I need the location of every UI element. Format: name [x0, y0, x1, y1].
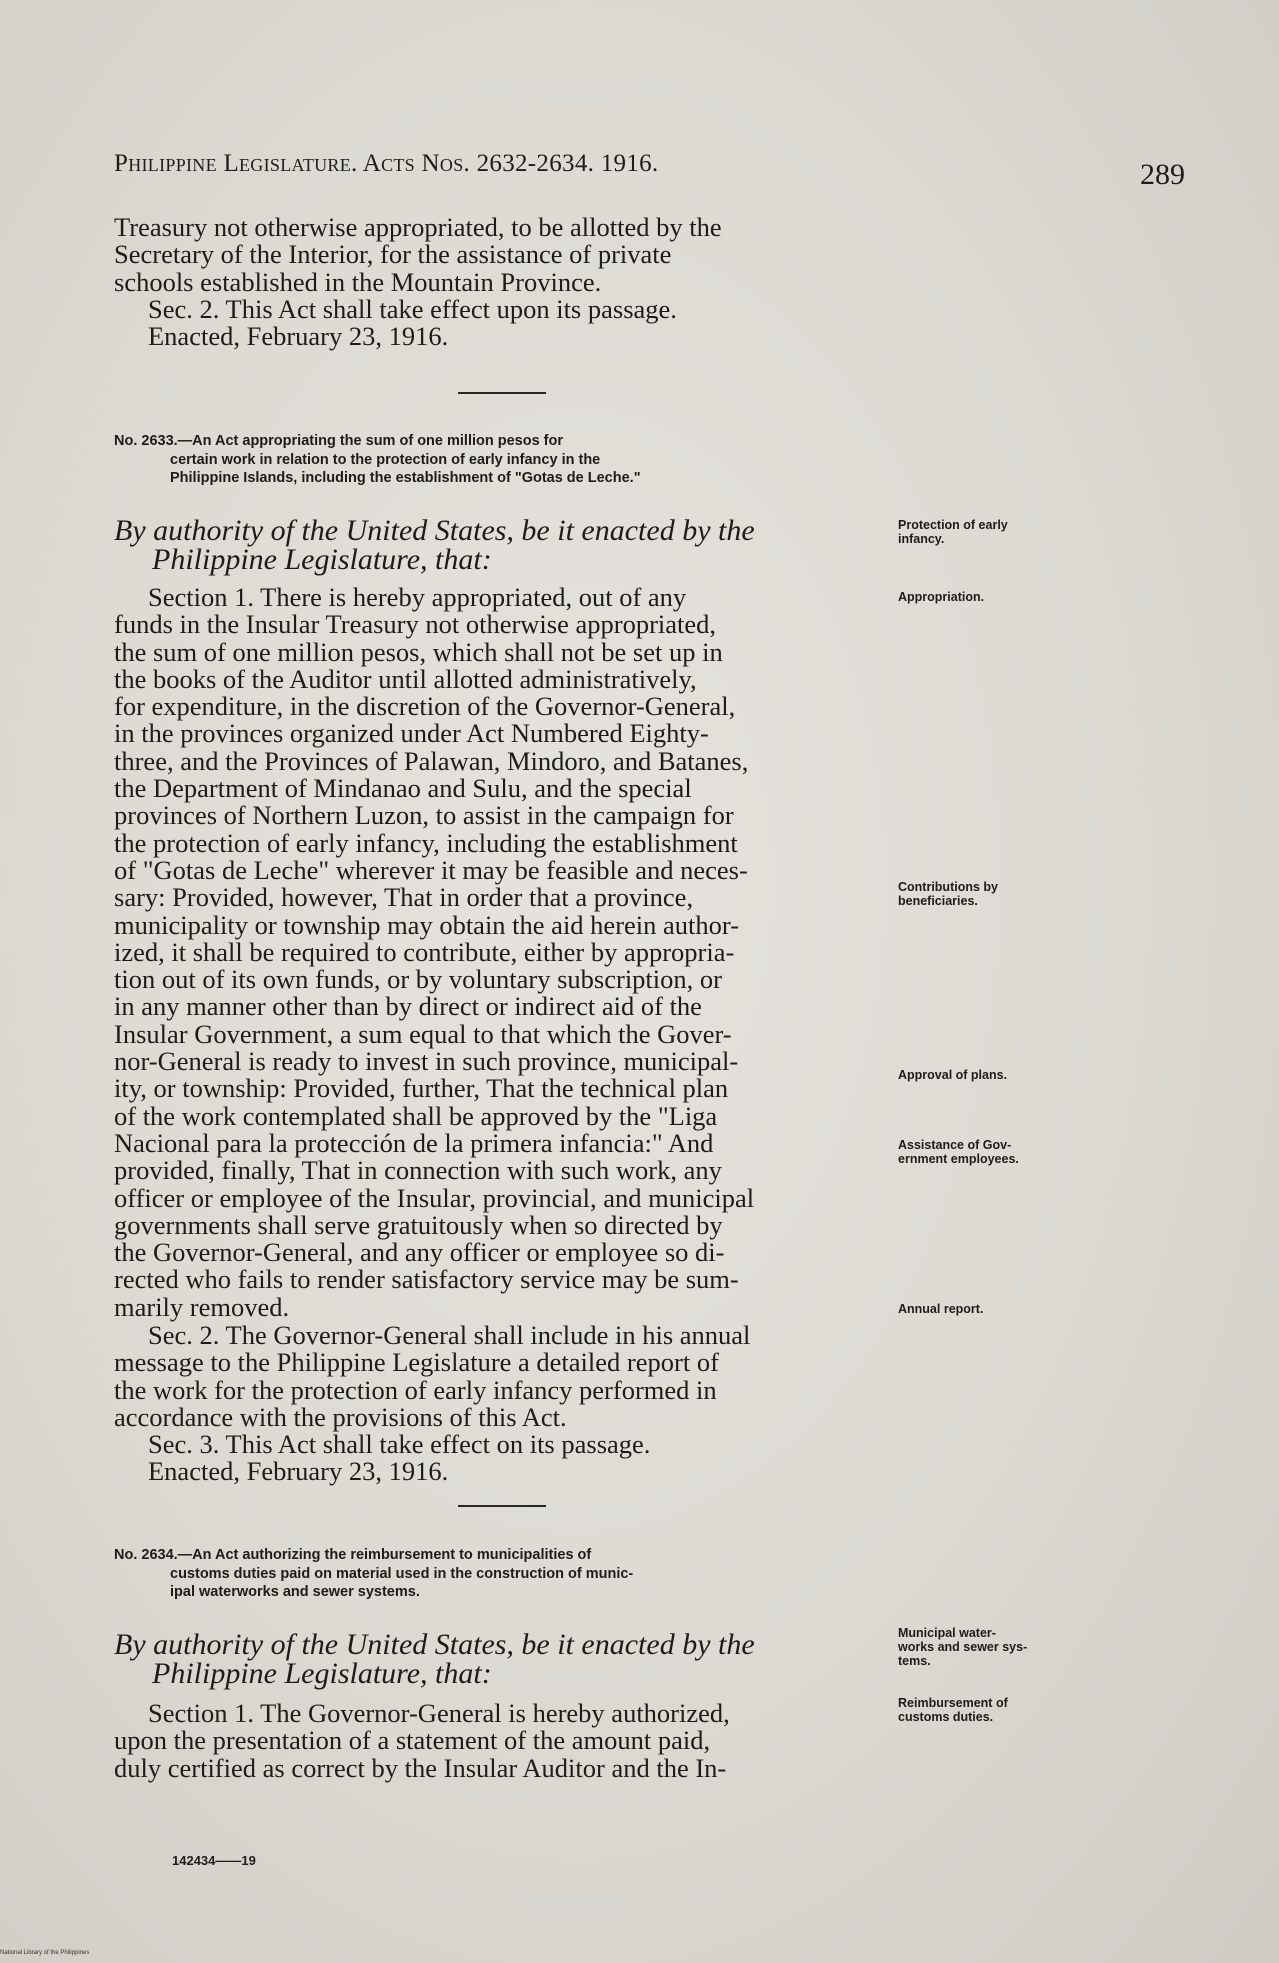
text-line: duly certified as correct by the Insular Auditor and the In- [114, 1752, 727, 1783]
act-2633-title [114, 432, 889, 488]
text-line: Section 1. The Governor-General is hereby authorized, [148, 1698, 730, 1728]
text-line: Insular Government, a sum equal to that which the Gover- [114, 1018, 732, 1049]
text-line: Secretary of the Interior, for the assistance of private [114, 239, 672, 270]
title-line: ipal waterworks and sewer systems. [170, 1584, 420, 1600]
running-head: Philippine Legislature. Acts Nos. 2632-2634. 1916. [114, 150, 659, 177]
text-line: provided, finally, That in connection with such work, any [114, 1155, 722, 1186]
act-2633-section-1 [114, 584, 889, 1321]
text-line: three, and the Provinces of Palawan, Mindoro, and Batanes, [114, 745, 749, 776]
section-3-text: Sec. 3. This Act shall take effect on its passage. [148, 1429, 651, 1460]
margin-note-line: Protection of early [898, 518, 1008, 532]
text-line: officer or employee of the Insular, provincial, and municipal [114, 1182, 755, 1213]
section-divider [458, 392, 546, 394]
margin-note-municipal [898, 1626, 1086, 1668]
margin-note-contributions [898, 880, 1086, 908]
text-line: upon the presentation of a statement of the amount paid, [114, 1725, 711, 1756]
act-2632-tail [114, 214, 889, 350]
margin-note-approval: Approval of plans. [898, 1068, 1008, 1082]
text-line: the protection of early infancy, including the establishment [114, 827, 738, 858]
page-number: 289 [1140, 158, 1185, 191]
title-line: No. 2633.—An Act appropriating the sum of one million pesos for [114, 433, 564, 449]
margin-note-reimbursement [898, 1696, 1086, 1724]
text-line: sary: Provided, however, That in order that a province, [114, 882, 694, 913]
text-line: provinces of Northern Luzon, to assist in the campaign for [114, 800, 734, 831]
text-line: for expenditure, in the discretion of the Governor-General, [114, 691, 736, 722]
margin-note-line: ernment employees. [898, 1152, 1019, 1166]
title-line: No. 2634.—An Act authorizing the reimbursement to municipalities of [114, 1547, 592, 1563]
text-line: of the work contemplated shall be approved by the "Liga [114, 1100, 718, 1131]
section-2-text: Sec. 2. This Act shall take effect upon its passage. [148, 293, 677, 324]
margin-note-protection [898, 518, 1086, 546]
section-divider [458, 1505, 546, 1507]
margin-note-line: beneficiaries. [898, 894, 978, 908]
act-2634-title [114, 1546, 889, 1602]
text-line: in any manner other than by direct or indirect aid of the [114, 991, 702, 1022]
text-line: the books of the Auditor until allotted administratively, [114, 663, 697, 694]
text-line: tion out of its own funds, or by voluntary subscription, or [114, 964, 722, 995]
text-line: schools established in the Mountain Province. [114, 266, 602, 297]
title-line: certain work in relation to the protection of early infancy in the [170, 451, 601, 468]
text-line: Treasury not otherwise appropriated, to be allotted by the [114, 212, 722, 242]
title-line: customs duties paid on material used in the construction of munic- [170, 1565, 634, 1582]
margin-note-annual-report: Annual report. [898, 1302, 984, 1316]
enacted-date: Enacted, February 23, 1916. [148, 1456, 449, 1487]
text-line: governments shall serve gratuitously when so directed by [114, 1209, 723, 1240]
text-line: the work for the protection of early infancy performed in [114, 1374, 717, 1405]
text-line: the Department of Mindanao and Sulu, and the special [114, 773, 692, 804]
text-line: Sec. 2. The Governor-General shall include in his annual [148, 1320, 751, 1350]
act-2634-enacting-clause [114, 1630, 894, 1688]
enacted-date: Enacted, February 23, 1916. [148, 321, 449, 352]
text-line: municipality or township may obtain the aid herein author- [114, 909, 740, 940]
text-line: the sum of one million pesos, which shall not be set up in [114, 636, 723, 667]
title-line: Philippine Islands, including the establishment of "Gotas de Leche." [170, 470, 641, 486]
margin-note-line: customs duties. [898, 1710, 994, 1724]
text-line: message to the Philippine Legislature a detailed report of [114, 1347, 719, 1378]
margin-note-line: works and sewer sys- [898, 1640, 1028, 1654]
library-credit: National Library of the Philippines [0, 1950, 90, 1956]
act-2633-section-2 [114, 1322, 889, 1486]
margin-note-assistance [898, 1138, 1086, 1166]
act-2634-section-1 [114, 1700, 889, 1782]
text-line: Section 1. There is hereby appropriated, out of any [148, 582, 687, 612]
text-line: marily removed. [114, 1291, 290, 1322]
margin-note-line: tems. [898, 1654, 931, 1668]
text-line: in the provinces organized under Act Numbered Eighty- [114, 718, 709, 749]
margin-note-line: Municipal water- [898, 1626, 996, 1640]
margin-note-line: Contributions by [898, 880, 998, 894]
signature-mark: 142434——19 [172, 1853, 256, 1868]
text-line: rected who fails to render satisfactory service may be sum- [114, 1264, 739, 1295]
margin-note-line: Reimbursement of [898, 1696, 1008, 1710]
enacting-line: Philippine Legislature, that: [152, 1657, 492, 1690]
text-line: nor-General is ready to invest in such province, municipal- [114, 1046, 739, 1077]
margin-note-line: Assistance of Gov- [898, 1138, 1012, 1152]
text-line: ity, or township: Provided, further, That the technical plan [114, 1073, 729, 1104]
text-line: the Governor-General, and any officer or employee so di- [114, 1237, 725, 1268]
enacting-line: Philippine Legislature, that: [152, 543, 492, 576]
enacting-line: By authority of the United States, be it enacted by the [114, 1628, 755, 1661]
margin-note-appropriation: Appropriation. [898, 590, 985, 604]
text-line: accordance with the provisions of this Act. [114, 1401, 567, 1432]
enacting-line: By authority of the United States, be it enacted by the [114, 514, 755, 547]
text-line: of "Gotas de Leche" wherever it may be feasible and neces- [114, 854, 748, 885]
text-line: Nacional para la protección de la primera infancia:" And [114, 1127, 714, 1158]
margin-note-line: infancy. [898, 532, 945, 546]
act-2633-enacting-clause [114, 516, 894, 574]
text-line: funds in the Insular Treasury not otherwise appropriated, [114, 609, 717, 640]
text-line: ized, it shall be required to contribute, either by appropria- [114, 936, 735, 967]
